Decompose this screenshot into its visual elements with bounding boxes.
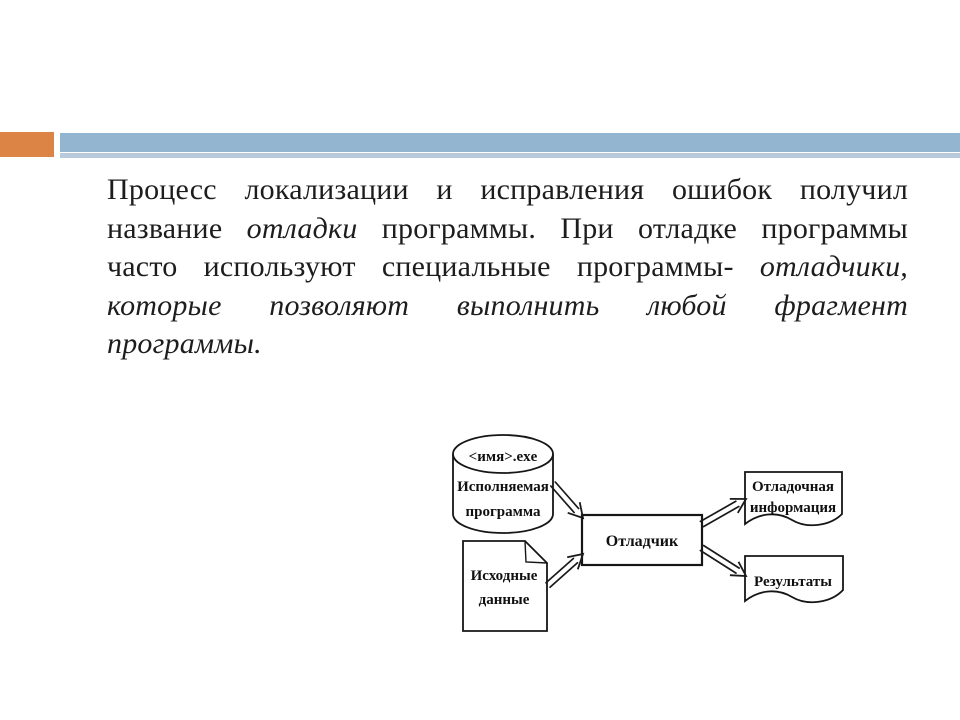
body-text xyxy=(107,171,908,364)
header-blue-bar xyxy=(60,133,960,152)
debug-info-document xyxy=(745,472,842,525)
cylinder-line1: Исполняемая xyxy=(457,479,549,495)
debug-info-line1: Отладочная xyxy=(752,479,834,495)
text-segment-italic: которые позволяют выполнить любой фрагмент xyxy=(107,288,908,322)
arrow-source-to-debugger xyxy=(546,554,583,587)
document-outline xyxy=(463,541,547,631)
source-doc-line1: Исходные xyxy=(470,568,538,584)
arrow-debugger-to-results xyxy=(700,546,746,577)
executable-program-cylinder xyxy=(453,435,553,533)
paragraph-line xyxy=(107,210,908,249)
debugger-label: Отладчик xyxy=(605,533,679,550)
results-document xyxy=(745,556,843,602)
arrow-executable-to-debugger xyxy=(551,482,583,518)
paragraph-line xyxy=(107,248,908,287)
paragraph-line xyxy=(107,325,908,364)
debugger-box xyxy=(582,515,702,565)
debug-info-line2: информация xyxy=(749,500,837,516)
paragraph-line xyxy=(107,171,908,210)
cylinder-title: <имя>.exe xyxy=(468,449,538,465)
text-segment: Процесс локализации и исправления ошибок получил xyxy=(107,173,908,206)
arrow-debugger-to-debug-info xyxy=(701,499,747,527)
accent-orange-block xyxy=(0,132,54,157)
text-segment-italic: отладки xyxy=(246,211,358,245)
debugging-flow-diagram xyxy=(440,423,870,643)
text-segment: название xyxy=(107,211,247,245)
cylinder-line2: программа xyxy=(465,504,541,520)
text-segment-italic: программы. xyxy=(107,327,262,360)
results-label: Результаты xyxy=(754,574,832,590)
header-blue-bar-edge xyxy=(60,153,960,158)
text-segment-italic: отладчики, xyxy=(759,250,908,283)
source-doc-line2: данные xyxy=(478,592,530,608)
source-data-document xyxy=(463,541,547,631)
text-segment: программы. При отладке программы xyxy=(357,211,908,245)
text-segment: часто используют специальные программы- xyxy=(107,250,760,283)
paragraph-line xyxy=(107,287,908,326)
